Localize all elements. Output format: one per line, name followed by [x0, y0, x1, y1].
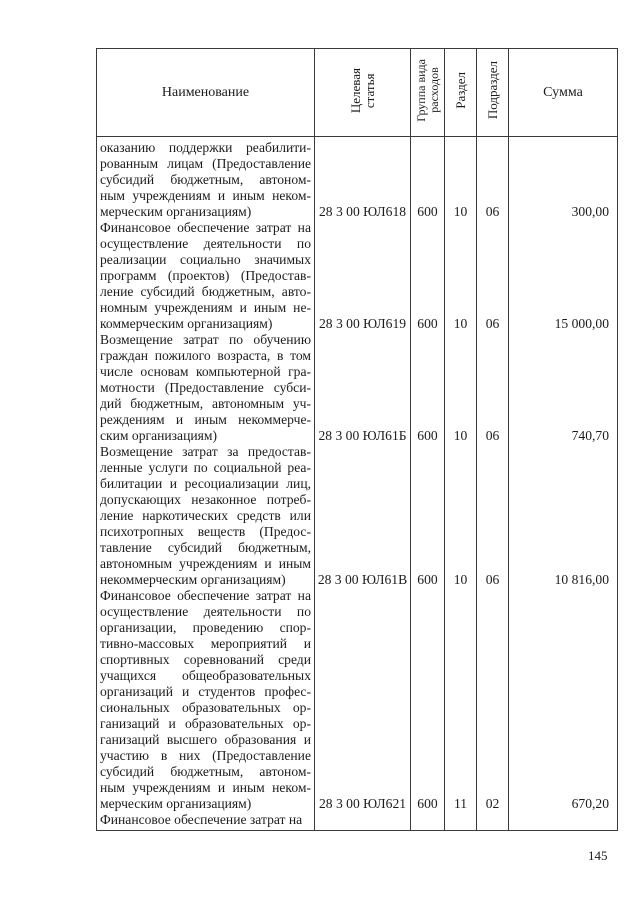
row-0-subsection: 06	[485, 204, 500, 219]
row-3-name-line: психотропных веществ (Предос-	[100, 524, 311, 539]
row-5-name-line: Финансовое обеспечение затрат на	[100, 812, 303, 827]
row-4-name-line: мерческим организациям)	[100, 796, 252, 811]
table-header-row	[97, 49, 618, 137]
row-3-name-line: ленные услуги по социальной реа-	[100, 460, 311, 475]
row-1-name-line: Финансовое обеспечение затрат на	[100, 220, 311, 235]
subsection-column	[477, 137, 509, 831]
code-column	[315, 137, 411, 831]
row-2-section: 10	[453, 428, 468, 443]
row-1-subsection: 06	[485, 316, 500, 331]
row-4-name-line: участию в них (Предоставление	[100, 748, 311, 763]
row-3-name-line: билитации и ресоциализации лиц,	[100, 476, 311, 491]
row-4-name-line: спортивных соревнований среди	[100, 652, 311, 667]
row-4-name-line: Финансовое обеспечение затрат на	[100, 588, 311, 603]
header-section: Раздел	[445, 49, 477, 137]
budget-table	[96, 48, 618, 831]
row-2-name-line: Возмещение затрат по обучению	[100, 332, 311, 347]
row-1-name-line: программ (проектов) (Предостав-	[100, 268, 311, 283]
row-0-name-line: субсидий бюджетным, автоном-	[100, 172, 311, 187]
row-3-sum: 10 816,00	[554, 572, 609, 587]
row-0-code: 28 3 00 ЮЛ618	[318, 204, 407, 219]
row-0-sum: 300,00	[571, 204, 609, 219]
row-4-section: 11	[453, 796, 468, 811]
sum-column	[509, 137, 618, 831]
row-3-code: 28 3 00 ЮЛ61В	[317, 572, 408, 587]
row-2-name-line: реждениям и иным некоммерче-	[100, 412, 311, 427]
row-0-name-line: рованным лицам (Предоставление	[100, 156, 311, 171]
row-4-name-line: учащихся общеобразовательных	[100, 668, 311, 683]
page-number: 145	[588, 848, 608, 863]
header-target-article: Целевая статья	[315, 49, 411, 137]
row-2-name-line: граждан пожилого возраста, в том	[100, 348, 311, 363]
row-4-name-line: ным учреждениям и иным неком-	[100, 780, 311, 795]
name-column	[97, 137, 315, 831]
row-2-code: 28 3 00 ЮЛ61Б	[318, 428, 407, 443]
row-4-name-line: организации, проведению спор-	[100, 620, 311, 635]
header-expense-group: Группа вида расходов	[411, 49, 445, 137]
row-4-sum: 670,20	[571, 796, 609, 811]
row-0-name-line: мерческим организациям)	[100, 204, 252, 219]
row-1-sum: 15 000,00	[554, 316, 609, 331]
row-0-section: 10	[453, 204, 468, 219]
row-3-name-line: автономным учреждениям и иным	[100, 556, 311, 571]
row-2-subsection: 06	[485, 428, 500, 443]
row-3-name-line: тавление субсидий бюджетным,	[100, 540, 311, 555]
row-1-group: 600	[417, 316, 438, 331]
row-0-name-line: ным учреждениям и иным неком-	[100, 188, 311, 203]
row-1-name-line: реализации социально значимых	[100, 252, 311, 267]
row-4-subsection: 02	[485, 796, 500, 811]
row-3-section: 10	[453, 572, 468, 587]
row-2-group: 600	[417, 428, 438, 443]
row-1-name-line: номным учреждениям и иным не-	[100, 300, 311, 315]
row-0-name-line: оказанию поддержки реабилити-	[100, 140, 311, 155]
row-3-name-line: некоммерческим организациям)	[100, 572, 286, 587]
expense-group-column	[411, 137, 445, 831]
header-sum: Сумма	[509, 49, 618, 137]
row-4-name-line: сиональных образовательных ор-	[100, 700, 311, 715]
row-1-code: 28 3 00 ЮЛ619	[318, 316, 407, 331]
row-1-name-line: коммерческим организациям)	[100, 316, 273, 331]
row-3-name-line: допускающих незаконное потреб-	[100, 492, 311, 507]
row-1-section: 10	[453, 316, 468, 331]
row-4-name-line: ганизаций высшего образования и	[100, 732, 311, 747]
row-3-group: 600	[417, 572, 438, 587]
table-body-row	[97, 137, 618, 831]
row-4-name-line: осуществление деятельности по	[100, 604, 311, 619]
header-name: Наименование	[97, 49, 315, 137]
header-subsection: Подраздел	[477, 49, 509, 137]
row-3-name-line: Возмещение затрат за предостав-	[100, 444, 311, 459]
row-1-name-line: осуществление деятельности по	[100, 236, 311, 251]
row-2-name-line: мотности (Предоставление субси-	[100, 380, 311, 395]
row-2-name-line: дий бюджетным, автономным уч-	[100, 396, 311, 411]
section-column	[445, 137, 477, 831]
row-1-name-line: ление субсидий бюджетным, авто-	[100, 284, 311, 299]
row-2-name-line: ским организациям)	[100, 428, 218, 443]
row-0-group: 600	[417, 204, 438, 219]
row-4-name-line: тивно-массовых мероприятий и	[100, 636, 311, 651]
row-3-name-line: ление наркотических средств или	[100, 508, 311, 523]
row-4-name-line: организаций и студентов профес-	[100, 684, 311, 699]
row-4-name-line: субсидий бюджетным, автоном-	[100, 764, 311, 779]
row-4-name-line: ганизаций и образовательных ор-	[100, 716, 311, 731]
row-2-name-line: числе основам компьютерной гра-	[100, 364, 311, 379]
row-4-code: 28 3 00 ЮЛ621	[318, 796, 407, 811]
row-3-subsection: 06	[485, 572, 500, 587]
row-4-group: 600	[417, 796, 438, 811]
row-2-sum: 740,70	[571, 428, 609, 443]
